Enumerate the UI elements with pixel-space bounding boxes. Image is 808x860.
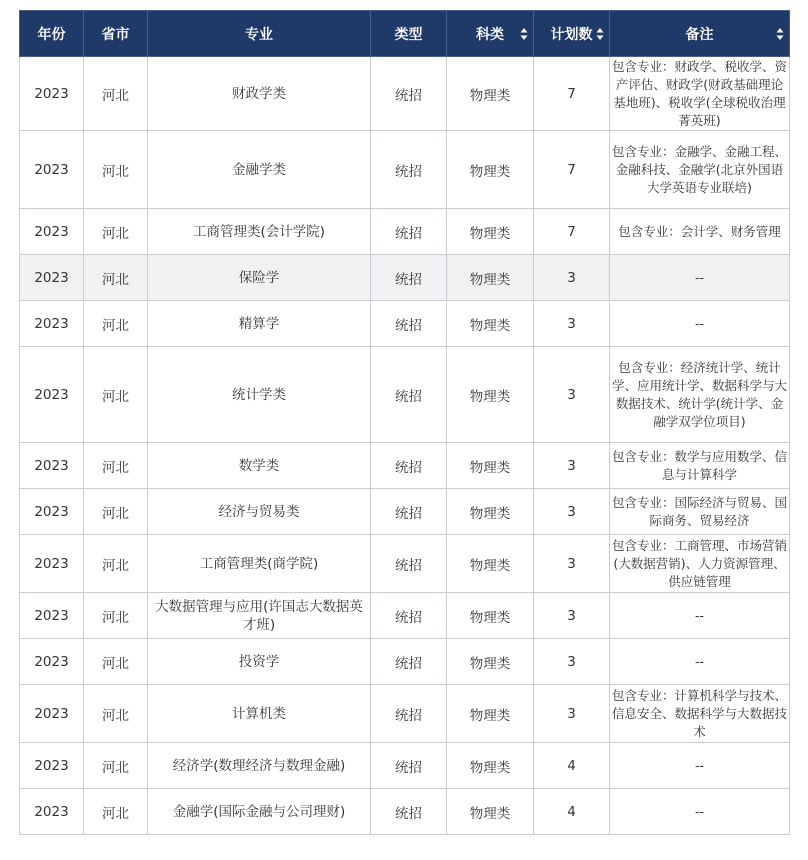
- cell-major: 金融学类: [148, 131, 371, 209]
- table-row: [20, 743, 790, 789]
- cell-plan: 4: [534, 789, 610, 835]
- table-row: [20, 639, 790, 685]
- cell-subject: 物理类: [447, 639, 534, 685]
- cell-notes: --: [610, 789, 790, 835]
- table-row: [20, 209, 790, 255]
- cell-plan: 3: [534, 255, 610, 301]
- cell-type: 统招: [371, 743, 447, 789]
- cell-year: 2023: [20, 639, 84, 685]
- sort-icon[interactable]: [776, 27, 784, 41]
- cell-major: 经济与贸易类: [148, 489, 371, 535]
- cell-year: 2023: [20, 301, 84, 347]
- cell-major: 金融学(国际金融与公司理财): [148, 789, 371, 835]
- cell-subject: 物理类: [447, 593, 534, 639]
- col-header-type: 类型: [371, 11, 447, 57]
- cell-plan: 3: [534, 685, 610, 743]
- cell-notes: 包含专业：财政学、税收学、资产评估、财政学(财政基础理论基地班)、税收学(全球税收治理菁英班): [610, 57, 790, 131]
- cell-notes: --: [610, 639, 790, 685]
- cell-type: 统招: [371, 131, 447, 209]
- cell-type: 统招: [371, 789, 447, 835]
- cell-subject: 物理类: [447, 209, 534, 255]
- col-header-subject[interactable]: 科类: [447, 11, 534, 57]
- cell-type: 统招: [371, 255, 447, 301]
- cell-major: 财政学类: [148, 57, 371, 131]
- cell-subject: 物理类: [447, 685, 534, 743]
- table-row: [20, 535, 790, 593]
- cell-major: 工商管理类(商学院): [148, 535, 371, 593]
- cell-notes: --: [610, 593, 790, 639]
- cell-year: 2023: [20, 443, 84, 489]
- cell-notes: 包含专业：国际经济与贸易、国际商务、贸易经济: [610, 489, 790, 535]
- sort-icon[interactable]: [520, 27, 528, 41]
- table-row: [20, 347, 790, 443]
- cell-province: 河北: [84, 535, 148, 593]
- cell-subject: 物理类: [447, 301, 534, 347]
- cell-plan: 3: [534, 347, 610, 443]
- cell-type: 统招: [371, 209, 447, 255]
- cell-type: 统招: [371, 685, 447, 743]
- cell-year: 2023: [20, 209, 84, 255]
- cell-notes: 包含专业：工商管理、市场营销(大数据营销)、人力资源管理、供应链管理: [610, 535, 790, 593]
- cell-plan: 3: [534, 639, 610, 685]
- cell-type: 统招: [371, 443, 447, 489]
- cell-province: 河北: [84, 489, 148, 535]
- cell-plan: 3: [534, 593, 610, 639]
- cell-province: 河北: [84, 685, 148, 743]
- col-header-major: 专业: [148, 11, 371, 57]
- cell-major: 统计学类: [148, 347, 371, 443]
- cell-subject: 物理类: [447, 347, 534, 443]
- table-row: [20, 255, 790, 301]
- header-row: [20, 11, 790, 57]
- cell-notes: --: [610, 301, 790, 347]
- cell-year: 2023: [20, 255, 84, 301]
- cell-plan: 3: [534, 535, 610, 593]
- table-row: [20, 685, 790, 743]
- cell-subject: 物理类: [447, 789, 534, 835]
- table-row: [20, 789, 790, 835]
- cell-year: 2023: [20, 131, 84, 209]
- cell-province: 河北: [84, 131, 148, 209]
- cell-province: 河北: [84, 301, 148, 347]
- cell-province: 河北: [84, 443, 148, 489]
- table-row: [20, 131, 790, 209]
- cell-plan: 7: [534, 57, 610, 131]
- cell-plan: 3: [534, 443, 610, 489]
- col-header-plan[interactable]: 计划数: [534, 11, 610, 57]
- cell-plan: 3: [534, 489, 610, 535]
- cell-year: 2023: [20, 489, 84, 535]
- cell-major: 经济学(数理经济与数理金融): [148, 743, 371, 789]
- cell-type: 统招: [371, 347, 447, 443]
- cell-year: 2023: [20, 57, 84, 131]
- col-header-year: 年份: [20, 11, 84, 57]
- cell-province: 河北: [84, 209, 148, 255]
- cell-subject: 物理类: [447, 131, 534, 209]
- cell-subject: 物理类: [447, 535, 534, 593]
- cell-province: 河北: [84, 593, 148, 639]
- cell-major: 保险学: [148, 255, 371, 301]
- cell-plan: 7: [534, 131, 610, 209]
- cell-type: 统招: [371, 489, 447, 535]
- cell-notes: --: [610, 255, 790, 301]
- cell-notes: --: [610, 743, 790, 789]
- cell-province: 河北: [84, 639, 148, 685]
- cell-province: 河北: [84, 743, 148, 789]
- cell-major: 计算机类: [148, 685, 371, 743]
- cell-notes: 包含专业：会计学、财务管理: [610, 209, 790, 255]
- cell-major: 精算学: [148, 301, 371, 347]
- table-row: [20, 57, 790, 131]
- col-header-province: 省市: [84, 11, 148, 57]
- cell-subject: 物理类: [447, 443, 534, 489]
- cell-year: 2023: [20, 789, 84, 835]
- cell-year: 2023: [20, 535, 84, 593]
- cell-province: 河北: [84, 255, 148, 301]
- table-row: [20, 593, 790, 639]
- cell-type: 统招: [371, 57, 447, 131]
- cell-notes: 包含专业：计算机科学与技术、信息安全、数据科学与大数据技术: [610, 685, 790, 743]
- cell-type: 统招: [371, 301, 447, 347]
- cell-year: 2023: [20, 347, 84, 443]
- table-row: [20, 301, 790, 347]
- cell-subject: 物理类: [447, 489, 534, 535]
- cell-subject: 物理类: [447, 255, 534, 301]
- cell-province: 河北: [84, 57, 148, 131]
- cell-major: 工商管理类(会计学院): [148, 209, 371, 255]
- cell-major: 大数据管理与应用(许国志大数据英才班): [148, 593, 371, 639]
- cell-notes: 包含专业：经济统计学、统计学、应用统计学、数据科学与大数据技术、统计学(统计学、金融学双学位项目): [610, 347, 790, 443]
- cell-notes: 包含专业：数学与应用数学、信息与计算科学: [610, 443, 790, 489]
- cell-year: 2023: [20, 685, 84, 743]
- col-header-notes[interactable]: 备注: [610, 11, 790, 57]
- cell-subject: 物理类: [447, 743, 534, 789]
- table-row: [20, 443, 790, 489]
- admission-plan-table: [19, 10, 790, 835]
- cell-plan: 7: [534, 209, 610, 255]
- cell-major: 数学类: [148, 443, 371, 489]
- cell-plan: 4: [534, 743, 610, 789]
- cell-province: 河北: [84, 347, 148, 443]
- cell-year: 2023: [20, 743, 84, 789]
- cell-type: 统招: [371, 593, 447, 639]
- cell-type: 统招: [371, 639, 447, 685]
- sort-icon[interactable]: [596, 27, 604, 41]
- cell-type: 统招: [371, 535, 447, 593]
- cell-notes: 包含专业：金融学、金融工程、金融科技、金融学(北京外国语大学英语专业联培): [610, 131, 790, 209]
- cell-plan: 3: [534, 301, 610, 347]
- cell-year: 2023: [20, 593, 84, 639]
- table-row: [20, 489, 790, 535]
- cell-province: 河北: [84, 789, 148, 835]
- cell-major: 投资学: [148, 639, 371, 685]
- cell-subject: 物理类: [447, 57, 534, 131]
